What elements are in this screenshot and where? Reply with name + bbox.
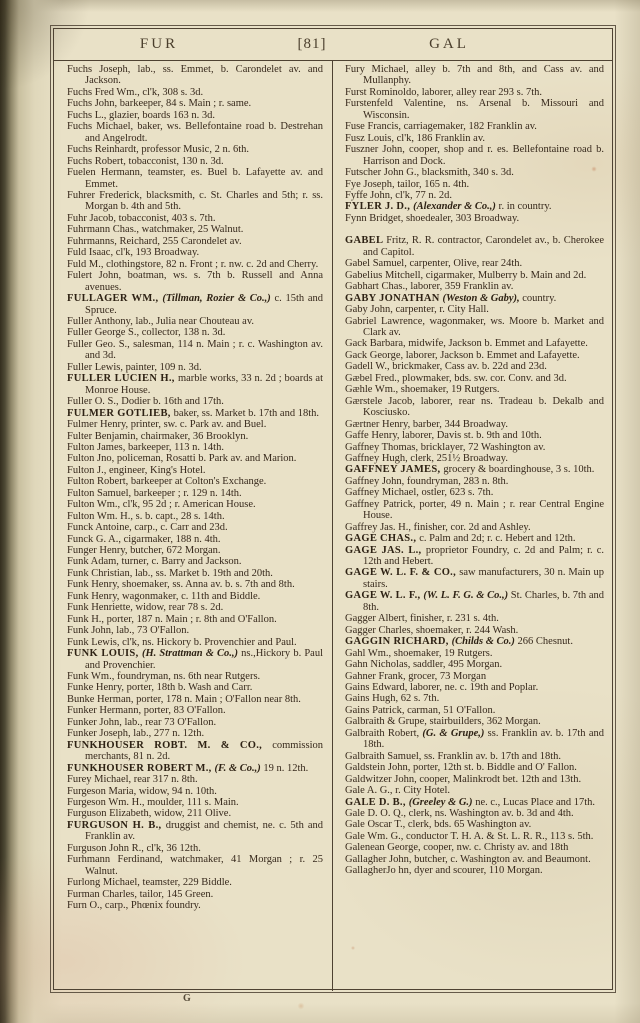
directory-entry: Fury Michael, alley b. 7th and 8th, and Cass av. and Mullanphy. (345, 64, 604, 87)
directory-entry: Funk Wm., foundryman, ns. 6th near Rutgers. (67, 671, 261, 683)
directory-entry: Galbraith & Grupe, stairbuilders, 362 Morgan. (345, 716, 541, 728)
directory-entry: Bunke Herman, porter, 178 n. Main ; O'Fallon near 8th. (67, 693, 301, 705)
directory-entry: Gack George, laborer, Jackson b. Emmet and Lafayette. (345, 349, 580, 361)
directory-entry: Gabelius Mitchell, cigarmaker, Mulberry b. Main and 2d. (345, 269, 587, 281)
directory-entry: Fulton Wm. H., s. b. capt., 28 s. 14th. (67, 510, 225, 522)
directory-entry: Fulmer Henry, printer, sw. c. Park av. and Buel. (67, 419, 267, 431)
directory-entry: Funk H., porter, 187 n. Main ; r. 8th and O'Fallon. (67, 613, 277, 625)
directory-entry: GABY JONATHAN (Weston & Gaby), country. (345, 292, 557, 304)
directory-entry: GAGE CHAS., c. Palm and 2d; r. c. Hebert and 12th. (345, 533, 576, 545)
directory-entry: Gæhle Wm., shoemaker, 19 Rutgers. (345, 384, 500, 396)
page-header (54, 29, 612, 61)
directory-entry: Furlong Michael, teamster, 229 Biddle. (67, 877, 232, 889)
directory-entry: FUNK LOUIS, (H. Strattman & Co.,) ns.,Hickory b. Paul and Provenchier. (67, 648, 324, 671)
directory-entry: Gains Edward, laborer, ne. c. 19th and Poplar. (345, 682, 539, 694)
directory-entry: Fulton James, barkeeper, 113 n. 14th. (67, 441, 224, 453)
directory-entry: GAGE W. L. F. & CO., saw manufacturers, 30 n. Main up stairs. (345, 567, 604, 590)
directory-entry: Furhmann Ferdinand, watchmaker, 41 Morgan ; r. 25 Walnut. (67, 854, 323, 877)
directory-entry: GallagherJo hn, dyer and scourer, 110 Morgan. (345, 865, 543, 877)
directory-entry: GAGGIN RICHARD, (Childs & Co.) 266 Chesnut. (345, 636, 573, 648)
directory-entry: Fulter Benjamin, chairmaker, 36 Brooklyn. (67, 430, 249, 442)
header-page-number: [81] (297, 36, 327, 52)
directory-entry: Funk Henry, wagonmaker, c. 11th and Biddle. (67, 590, 261, 602)
directory-entry: Furst Rominoldo, laborer, alley rear 293 s. 7th. (345, 86, 543, 98)
directory-entry: FYLER J. D., (Alexander & Co.,) r. in country. (345, 201, 552, 213)
directory-entry: Funk John, lab., 73 O'Fallon. (67, 625, 190, 637)
directory-entry: Fuller Lewis, painter, 109 n. 3d. (67, 361, 202, 373)
page-frame (53, 28, 613, 990)
directory-entry: Funk Henriette, widow, rear 78 s. 2d. (67, 602, 224, 614)
directory-entry: Futscher John G., blacksmith, 340 s. 3d. (345, 167, 514, 179)
directory-entry: FULMER GOTLIEB, baker, ss. Market b. 17th and 18th. (67, 407, 319, 419)
directory-entry: Fuhrmanns, Reichard, 255 Carondelet av. (67, 235, 242, 247)
directory-entry: Fuchs L., glazier, boards 163 n. 3d. (67, 109, 216, 121)
directory-entry: Gale D. O. Q., clerk, ns. Washington av. b. 3d and 4th. (345, 808, 574, 819)
directory-entry: Gærtner Henry, barber, 344 Broadway. (345, 418, 508, 430)
directory-entry: Funker John, lab., rear 73 O'Fallon. (67, 716, 217, 728)
directory-entry: Fulton Jno, policeman, Rosatti b. Park av. and Marion. (67, 453, 297, 465)
directory-entry: Furgeson Wm. H., moulder, 111 s. Main. (67, 797, 239, 808)
directory-entry: FULLAGER WM., (Tillman, Rozier & Co.,) c. 15th and Spruce. (67, 293, 323, 316)
directory-entry: Galbraith Robert, (G. & Grupe,) ss. Franklin av. b. 17th and 18th. (345, 727, 604, 751)
directory-entry: Fulton Robert, barkeeper at Colton's Exchange. (67, 476, 267, 488)
directory-entry: Gaffney Patrick, porter, 49 n. Main ; r. rear Central Engine House. (345, 498, 604, 522)
header-right-word: GAL (429, 36, 469, 52)
directory-entry: Galenean George, cooper, nw. c. Christy av. and 18th (345, 842, 569, 854)
directory-entry: Furn O., carp., Phœnix foundry. (67, 900, 201, 912)
directory-entry: Fuller Anthony, lab., Julia near Chouteau av. (67, 315, 255, 327)
directory-entry: Gagger Albert, finisher, r. 231 s. 4th. (345, 613, 499, 625)
directory-entry: Fulton Samuel, barkeeper ; r. 129 n. 14th. (67, 487, 242, 499)
directory-entry: Fuchs Michael, baker, ws. Bellefontaine road b. Destrehan and Angelrodt. (67, 121, 323, 144)
directory-entry: GAGE JAS. L., proprietor Foundry, c. 2d and Palm; r. c. 12th and Hebert. (345, 544, 605, 568)
directory-entry: Gallagher John, butcher, c. Washington av. and Beaumont. (345, 853, 591, 865)
directory-entry: Gaffney Thomas, bricklayer, 72 Washington av. (345, 441, 546, 453)
directory-entry: Funker Hermann, porter, 83 O'Fallon. (67, 705, 226, 717)
directory-entry: Gaby John, carpenter, r. City Hall. (345, 304, 489, 316)
directory-entry: Fuchs Robert, tobacconist, 130 n. 3d. (67, 155, 224, 167)
directory-entry: Fuchs Reinhardt, professor Music, 2 n. 6th. (67, 144, 249, 156)
directory-entry: Fuse Francis, carriagemaker, 182 Franklin av. (345, 121, 537, 133)
header-left-word: FUR (139, 36, 179, 52)
directory-entry: Funk Christian, lab., ss. Market b. 19th and 20th. (67, 567, 273, 579)
directory-entry: Gale A. G., r. City Hotel. (345, 785, 450, 797)
directory-entry: Fuelen Hermann, teamster, es. Buel b. Lafayette av. and Emmet. (67, 167, 323, 190)
directory-entry: Funker Joseph, lab., 277 n. 12th. (67, 728, 205, 740)
directory-entry: Fulton Wm., cl'k, 95 2d ; r. American House. (67, 499, 256, 511)
directory-entry: Fulert John, boatman, ws. s. 7th b. Russell and Anna avenues. (67, 270, 323, 293)
directory-entry: Gabel Samuel, carpenter, Olive, rear 24th. (345, 258, 523, 270)
directory-entry: FUNKHOUSER ROBERT M., (F. & Co.,) 19 n. 12th. (67, 762, 309, 774)
directory-columns (54, 61, 612, 991)
directory-entry: Furstenfeld Valentine, ns. Arsenal b. Missouri and Wisconsin. (345, 98, 604, 121)
directory-entry: Furgeson Maria, widow, 94 n. 10th. (67, 785, 217, 797)
directory-entry: Fuchs Joseph, lab., ss. Emmet, b. Carondelet av. and Jackson. (67, 64, 323, 87)
directory-entry: Fuchs John, barkeeper, 84 s. Main ; r. same. (67, 98, 252, 110)
directory-entry: Fuller O. S., Dodier b. 16th and 17th. (67, 396, 224, 408)
directory-entry: Funck Antoine, carp., c. Carr and 23d. (67, 522, 228, 534)
left-column (54, 61, 333, 991)
directory-entry: Galbraith Samuel, ss. Franklin av. b. 17th and 18th. (345, 750, 561, 762)
directory-entry: Gabriel Lawrence, wagonmaker, ws. Moore b. Market and Clark av. (345, 315, 604, 338)
directory-entry: Fuchs Fred Wm., cl'k, 308 s. 3d. (67, 86, 204, 98)
directory-entry: Funk Henry, shoemaker, ss. Anna av. b. s. 7th and 8th. (67, 579, 295, 591)
directory-entry: Fuld Isaac, cl'k, 193 Broadway. (67, 247, 200, 259)
directory-entry: Furguson Elizabeth, widow, 211 Olive. (67, 808, 232, 820)
directory-entry: Gains Hugh, 62 s. 7th. (345, 693, 440, 705)
directory-entry: Fuhr Jacob, tobacconist, 403 s. 7th. (67, 212, 216, 224)
directory-entry: Fulton J., engineer, King's Hotel. (67, 464, 206, 476)
directory-entry: Gagger Charles, shoemaker, r. 244 Wash. (345, 624, 519, 636)
directory-entry: GALE D. B., (Greeley & G.) ne. c., Lucas Place and 17th. (345, 796, 596, 808)
right-column (333, 61, 612, 991)
directory-entry: Furey Michael, rear 317 n. 8th. (67, 774, 198, 786)
directory-entry: Gærstele Jacob, laborer, rear ns. Tradeau b. Dekalb and Kosciusko. (345, 395, 604, 419)
directory-entry: FURGUSON H. B., druggist and chemist, ne. c. 5th and Franklin av. (67, 819, 324, 843)
directory-entry: Gaffney Michael, ostler, 623 s. 7th. (345, 487, 494, 499)
directory-entry: Galdstein John, porter, 12th st. b. Biddle and O' Fallon. (345, 762, 577, 774)
directory-entry: Gadell W., brickmaker, Cass av. b. 22d and 23d. (345, 361, 547, 373)
directory-entry: Fuld M., clothingstore, 82 n. Front ; r. nw. c. 2d and Cherry. (67, 258, 319, 270)
directory-entry: Funk Lewis, cl'k, ns. Hickory b. Provenchier and Paul. (67, 636, 297, 648)
directory-entry: Funk Adam, turner, c. Barry and Jackson. (67, 556, 242, 568)
directory-entry: Gains Patrick, carman, 51 O'Fallon. (345, 704, 496, 716)
directory-entry: GABEL Fritz, R. R. contractor, Carondelet av., b. Cherokee and Capitol. (345, 235, 604, 258)
directory-entry: Fusz Louis, cl'k, 186 Franklin av. (345, 132, 486, 144)
directory-entry: Gaffrey Jas. H., finisher, cor. 2d and Ashley. (345, 521, 531, 533)
directory-entry: Fuhrer Frederick, blacksmith, c. St. Charles and 5th; r. ss. Morgan b. 4th and 5th. (67, 189, 323, 213)
section-break (345, 224, 604, 235)
directory-entry: Gahl Wm., shoemaker, 19 Rutgers. (345, 647, 493, 659)
directory-entry: Fuszner John, cooper, shop and r. es. Bellefontaine road b. Harrison and Dock. (345, 144, 604, 167)
directory-entry: Gaffney Hugh, clerk, 251½ Broadway. (345, 452, 508, 464)
directory-entry: Gabhart Chas., laborer, 359 Franklin av. (345, 281, 514, 293)
directory-entry: Gaffe Henry, laborer, Davis st. b. 9th and 10th. (345, 430, 542, 442)
directory-entry: Gahn Nicholas, saddler, 495 Morgan. (345, 659, 503, 671)
directory-entry: Gaffney John, foundryman, 283 n. 8th. (345, 475, 509, 487)
directory-entry: Gahner Frank, grocer, 73 Morgan (345, 670, 487, 682)
directory-entry: Fye Joseph, tailor, 165 n. 4th. (345, 178, 470, 190)
directory-entry: GAFFNEY JAMES, grocery & boardinghouse, 3 s. 10th. (345, 464, 595, 476)
directory-entry: FUNKHOUSER ROBT. M. & CO., commission merchants, 81 n. 2d. (67, 739, 323, 763)
directory-entry: Gæbel Fred., plowmaker, bds. sw. cor. Conv. and 3d. (345, 372, 567, 384)
directory-entry: Fuller George S., collector, 138 n. 3d. (67, 327, 226, 339)
directory-entry: Fuller Geo. S., salesman, 114 n. Main ; r. c. Washington av. and 3d. (67, 338, 323, 362)
directory-entry: Furguson John R., cl'k, 36 12th. (67, 842, 201, 854)
directory-entry: Funck G. A., cigarmaker, 188 n. 4th. (67, 533, 221, 545)
directory-entry: Gale Wm. G., conductor T. H. A. & St. L. R. R., 113 s. 5th. (345, 830, 594, 842)
directory-entry: GAGE W. L. F., (W. L. F. G. & Co.,) St. Charles, b. 7th and 8th. (345, 590, 604, 613)
directory-entry: Fynn Bridget, shoedealer, 303 Broadway. (345, 212, 520, 224)
directory-entry: Galdwitzer John, cooper, Malinkrodt bet. 12th and 13th. (345, 773, 582, 785)
directory-entry: FULLER LUCIEN H., marble works, 33 n. 2d ; boards at Monroe House. (67, 373, 323, 396)
directory-entry: Fyffe John, cl'k, 77 n. 2d. (345, 189, 452, 201)
directory-entry: Funger Henry, butcher, 672 Morgan. (67, 545, 221, 557)
directory-entry: Gale Oscar T., clerk, bds. 65 Washington av. (345, 819, 532, 831)
directory-entry: Gack Barbara, midwife, Jackson b. Emmet and Lafayette. (345, 338, 588, 350)
directory-entry: Furman Charles, tailor, 145 Green. (67, 888, 214, 900)
directory-entry: Funke Henry, porter, 18th b. Wash and Carr. (67, 682, 253, 694)
signature-mark: G (183, 993, 191, 1004)
directory-entry: Fuhrmann Chas., watchmaker, 25 Walnut. (67, 224, 244, 236)
